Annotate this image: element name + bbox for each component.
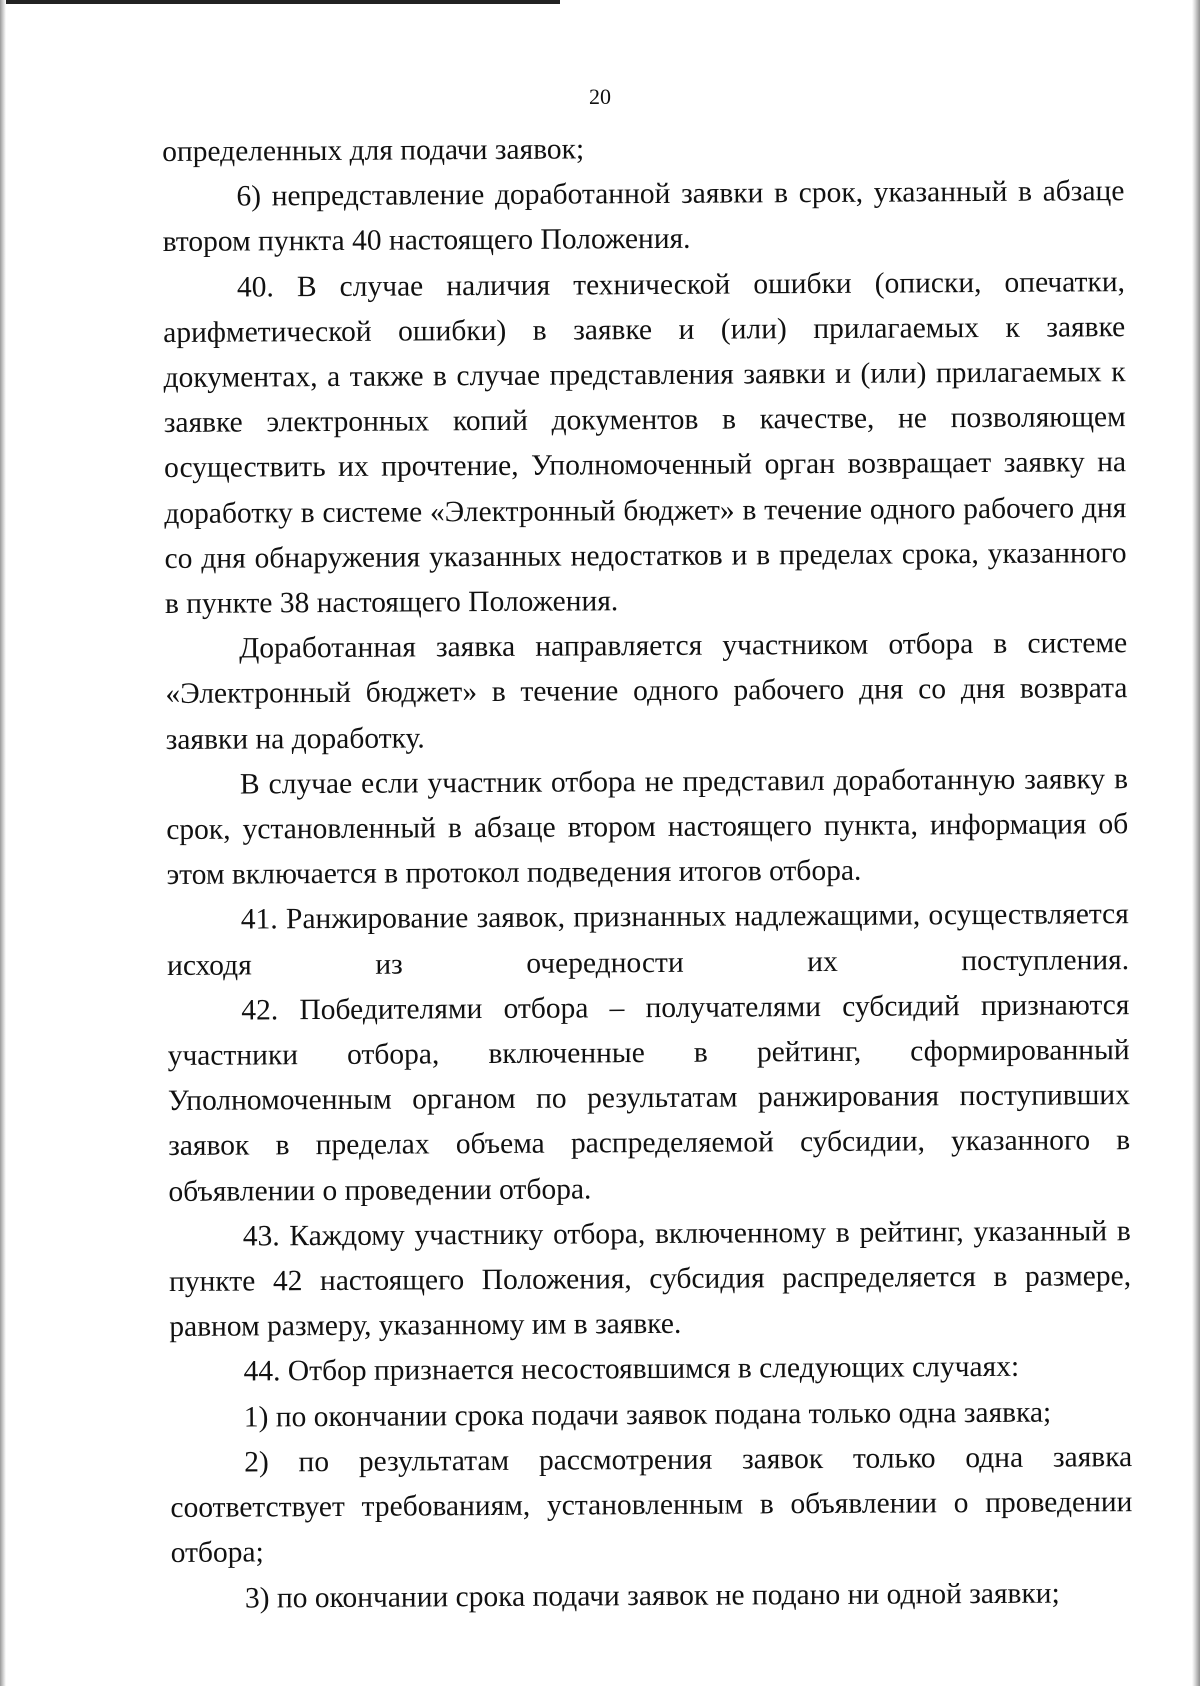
paragraph-item-2: 2) по результатам рассмотрения заявок только одна заявка соответствует требованиям, установленным в объявлении о проведении отбора; (170, 1440, 1133, 1570)
paragraph-section-40-third: В случае если участник отбора не представил доработанную заявку в срок, установленный в абзаце втором настоящего пункта, информация об этом включается в протокол подведения итогов отбора. (166, 762, 1129, 892)
page-number: 20 (589, 84, 611, 109)
document-body (162, 124, 1133, 1622)
paragraph-section-41: 41. Ранжирование заявок, признанных надлежащими, осуществляется исходя из очередности их поступления. (167, 898, 1130, 982)
paragraph-item-3: 3) по окончании срока подачи заявок не подано ни одной заявки; (244, 1577, 1060, 1615)
scan-top-edge (0, 0, 560, 4)
paragraph-item-6: 6) непредставление доработанной заявки в срок, указанный в абзаце втором пункта 40 настоящего Положения. (162, 175, 1125, 259)
paragraph-section-40: 40. В случае наличия технической ошибки (описки, опечатки, арифметической ошибки) в заявке и (или) прилагаемых к заявке документах, а также в случае представления заявки и (или) прилагаемых к заявке электронных копий документов в качестве, не позволяющем осуществить их прочтение, Уполномоченный орган возвращает заявку на доработку в системе «Электронный бюджет» в течение одного рабочего дня со дня обнаружения указанных недостатков и в пределах срока, указанного в пункте 38 настоящего Положения. (163, 265, 1127, 621)
paragraph-section-40-second: Доработанная заявка направляется участником отбора в системе «Электронный бюджет» в течение одного рабочего дня со дня возврата заявки на доработку. (165, 627, 1128, 756)
paragraph-section-42: 42. Победителями отбора – получателями субсидий признаются участники отбора, включенные в рейтинг, сформированный Уполномоченным органом по результатам ранжирования поступивших заявок в пределах объема распределяемой субсидии, указанного в объявлении о проведении отбора. (167, 988, 1131, 1208)
scan-left-edge (0, 0, 6, 1686)
paragraph-section-43: 43. Каждому участнику отбора, включенному в рейтинг, указанный в пункте 42 настоящего Положения, субсидия распределяется в размере, равном размеру, указанному им в заявке. (168, 1214, 1132, 1344)
paragraph-section-44: 44. Отбор признается несостоявшимся в следующих случаях: (243, 1351, 1020, 1389)
paragraph-item-1: 1) по окончании срока подачи заявок подана только одна заявка; (243, 1396, 1052, 1434)
paragraph-continuation: определенных для подачи заявок; (162, 133, 585, 168)
scan-right-edge (1192, 0, 1200, 1686)
